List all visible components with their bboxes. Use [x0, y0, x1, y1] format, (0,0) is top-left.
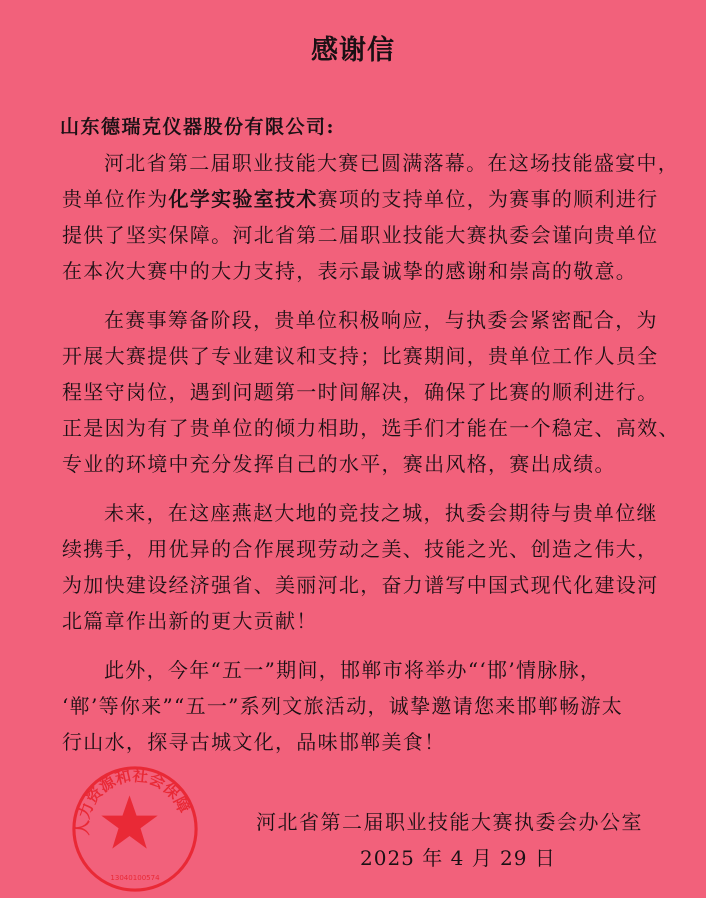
letter-body	[62, 145, 682, 773]
text-line: 正是因为有了贵单位的倾力相助，选手们才能在一个稳定、高效、	[62, 416, 680, 440]
text-segment: 赛项的支持单位，为赛事的顺利进行	[317, 187, 659, 211]
paragraph-4	[62, 652, 682, 760]
seal-number: 13040100574	[110, 872, 160, 882]
text-line: 河北省第二届职业技能大赛已圆满落幕。在这场技能盛宴中，	[104, 151, 680, 175]
official-seal	[70, 764, 200, 894]
text-line: ‘郸’等你来”“五一”系列文旅活动，诚挚邀请您来邯郸畅游太	[62, 694, 624, 718]
text-segment: 贵单位作为	[62, 187, 169, 211]
event-name-bold: 化学实验室技术	[168, 187, 318, 211]
text-line: 续携手，用优异的合作展现劳动之美、技能之光、创造之伟大，	[62, 537, 659, 561]
signature: 河北省第二届职业技能大赛执委会办公室	[256, 810, 643, 834]
text-line: 在本次大赛中的大力支持，表示最诚挚的感谢和崇高的敬意。	[62, 259, 638, 283]
text-line: 行山水，探寻古城文化，品味邯郸美食！	[62, 730, 446, 754]
text-line: 专业的环境中充分发挥自己的水平，赛出风格，赛出成绩。	[62, 452, 616, 476]
text-line: 在赛事筹备阶段，贵单位积极响应，与执委会紧密配合，为	[104, 308, 658, 332]
letter-title: 感谢信	[311, 35, 395, 66]
letter-date: 2025 年 4 月 29 日	[360, 846, 556, 870]
text-line: 开展大赛提供了专业建议和支持；比赛期间，贵单位工作人员全	[62, 344, 659, 368]
text-line: 此外，今年“五一”期间，邯郸市将举办“‘邯’情脉脉，	[104, 658, 602, 682]
seal-text-path: 人力资源和社会保障	[72, 765, 194, 836]
paragraph-2	[62, 302, 682, 482]
text-line: 程坚守岗位，遇到问题第一时间解决，确保了比赛的顺利进行。	[62, 380, 659, 404]
paragraph-3	[62, 495, 682, 639]
text-line: 提供了坚实保障。河北省第二届职业技能大赛执委会谨向贵单位	[62, 223, 659, 247]
text-line: 为加快建设经济强省、美丽河北，奋力谱写中国式现代化建设河	[62, 573, 659, 597]
paragraph-1	[62, 145, 682, 289]
text-line: 未来，在这座燕赵大地的竞技之城，执委会期待与贵单位继	[104, 501, 658, 525]
star-icon	[101, 795, 157, 848]
text-line	[62, 181, 682, 217]
salutation: 山东德瑞克仪器股份有限公司:	[60, 116, 336, 138]
text-line: 北篇章作出新的更大贡献！	[62, 609, 318, 633]
